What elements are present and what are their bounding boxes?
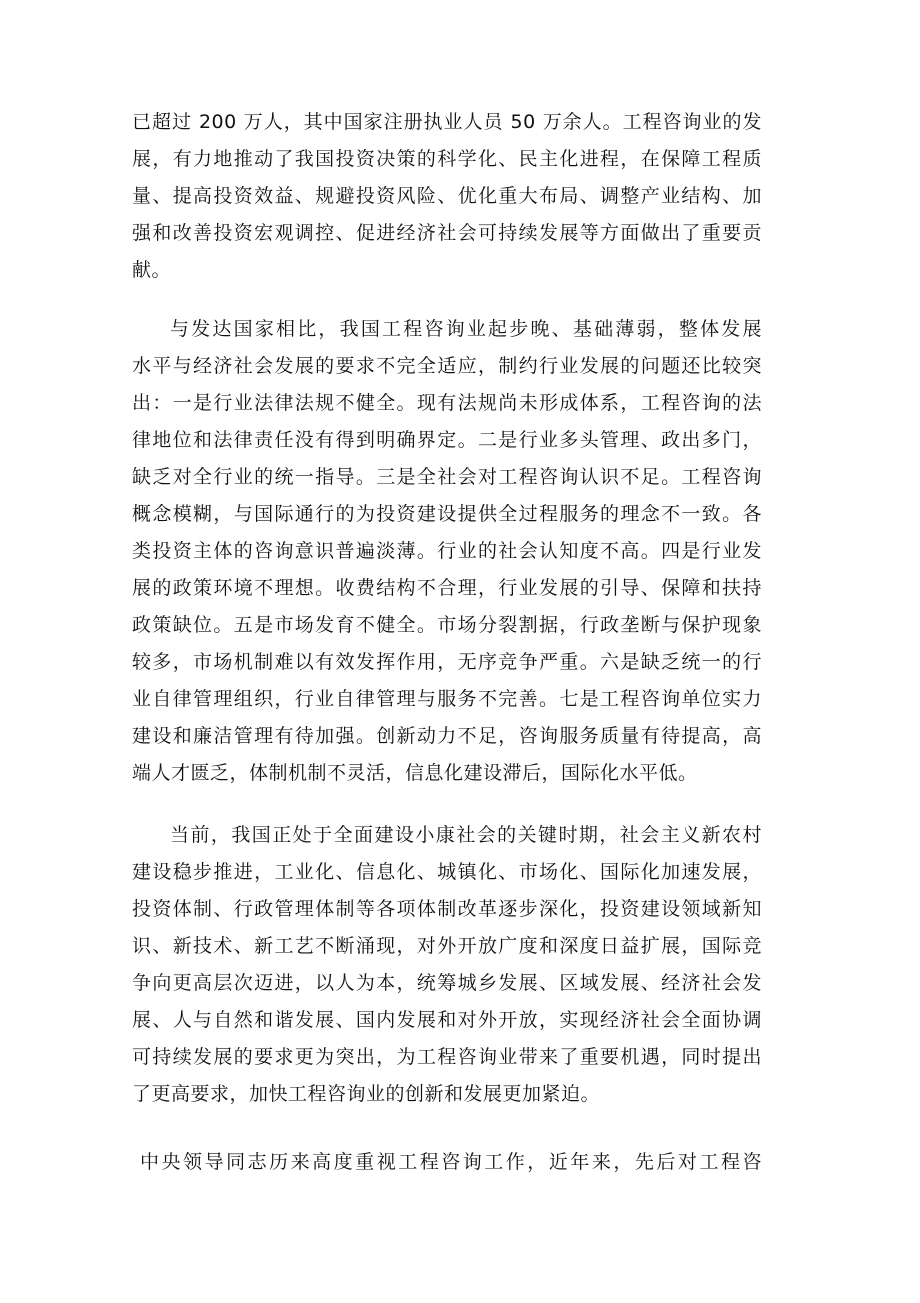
paragraph-line: 出：一是行业法律法规不健全。现有法规尚未形成体系，工程咨询的法 bbox=[132, 392, 762, 414]
paragraph-2 bbox=[132, 311, 762, 792]
paragraph-line: 争向更高层次迈进，以人为本，统筹城乡发展、区域发展、经济社会发 bbox=[132, 972, 762, 994]
paragraph-line: 强和改善投资宏观调控、促进经济社会可持续发展等方面做出了重要贡 bbox=[132, 222, 762, 244]
paragraph-line: 业自律管理组织，行业自律管理与服务不完善。七是工程咨询单位实力 bbox=[132, 688, 762, 710]
paragraph-line: 可持续发展的要求更为突出，为工程咨询业带来了重要机遇，同时提出 bbox=[132, 1046, 762, 1068]
paragraph-line: 较多，市场机制难以有效发挥作用，无序竞争严重。六是缺乏统一的行 bbox=[132, 651, 762, 673]
paragraph-4 bbox=[132, 1144, 762, 1181]
paragraph-line: 展、人与自然和谐发展、国内发展和对外开放，实现经济社会全面协调 bbox=[132, 1009, 762, 1031]
paragraph-line: 献。 bbox=[132, 259, 172, 281]
paragraph-line: 展，有力地推动了我国投资决策的科学化、民主化进程，在保障工程质 bbox=[132, 148, 762, 170]
paragraph-line: 政策缺位。五是市场发育不健全。市场分裂割据，行政垄断与保护现象 bbox=[132, 614, 762, 636]
paragraph-line: 已超过 200 万人，其中国家注册执业人员 50 万余人。工程咨询业的发 bbox=[132, 111, 762, 133]
paragraph-line: 建设和廉洁管理有待加强。创新动力不足，咨询服务质量有待提高，高 bbox=[132, 725, 762, 747]
paragraph-1 bbox=[132, 104, 762, 289]
paragraph-line: 缺乏对全行业的统一指导。三是全社会对工程咨询认识不足。工程咨询 bbox=[132, 466, 762, 488]
paragraph-line: 当前，我国正处于全面建设小康社会的关键时期，社会主义新农村 bbox=[170, 824, 762, 846]
paragraph-line: 端人才匮乏，体制机制不灵活，信息化建设滞后，国际化水平低。 bbox=[132, 762, 698, 784]
paragraph-line: 建设稳步推进，工业化、信息化、城镇化、市场化、国际化加速发展， bbox=[132, 861, 762, 883]
paragraph-line: 投资体制、行政管理体制等各项体制改革逐步深化，投资建设领域新知 bbox=[132, 898, 762, 920]
paragraph-line: 了更高要求，加快工程咨询业的创新和发展更加紧迫。 bbox=[132, 1083, 601, 1105]
paragraph-line: 中央领导同志历来高度重视工程咨询工作，近年来，先后对工程咨 bbox=[140, 1151, 762, 1173]
paragraph-line: 量、提高投资效益、规避投资风险、优化重大布局、调整产业结构、加 bbox=[132, 185, 762, 207]
paragraph-line: 类投资主体的咨询意识普遍淡薄。行业的社会认知度不高。四是行业发 bbox=[132, 540, 762, 562]
paragraph-line: 概念模糊，与国际通行的为投资建设提供全过程服务的理念不一致。各 bbox=[132, 503, 762, 525]
paragraph-line: 律地位和法律责任没有得到明确界定。二是行业多头管理、政出多门， bbox=[132, 429, 762, 451]
paragraph-line: 展的政策环境不理想。收费结构不合理，行业发展的引导、保障和扶持 bbox=[132, 577, 762, 599]
paragraph-line: 与发达国家相比，我国工程咨询业起步晚、基础薄弱，整体发展 bbox=[170, 318, 762, 340]
paragraph-line: 识、新技术、新工艺不断涌现，对外开放广度和深度日益扩展，国际竞 bbox=[132, 935, 762, 957]
paragraph-3 bbox=[132, 817, 762, 1113]
paragraph-line: 水平与经济社会发展的要求不完全适应，制约行业发展的问题还比较突 bbox=[132, 355, 762, 377]
